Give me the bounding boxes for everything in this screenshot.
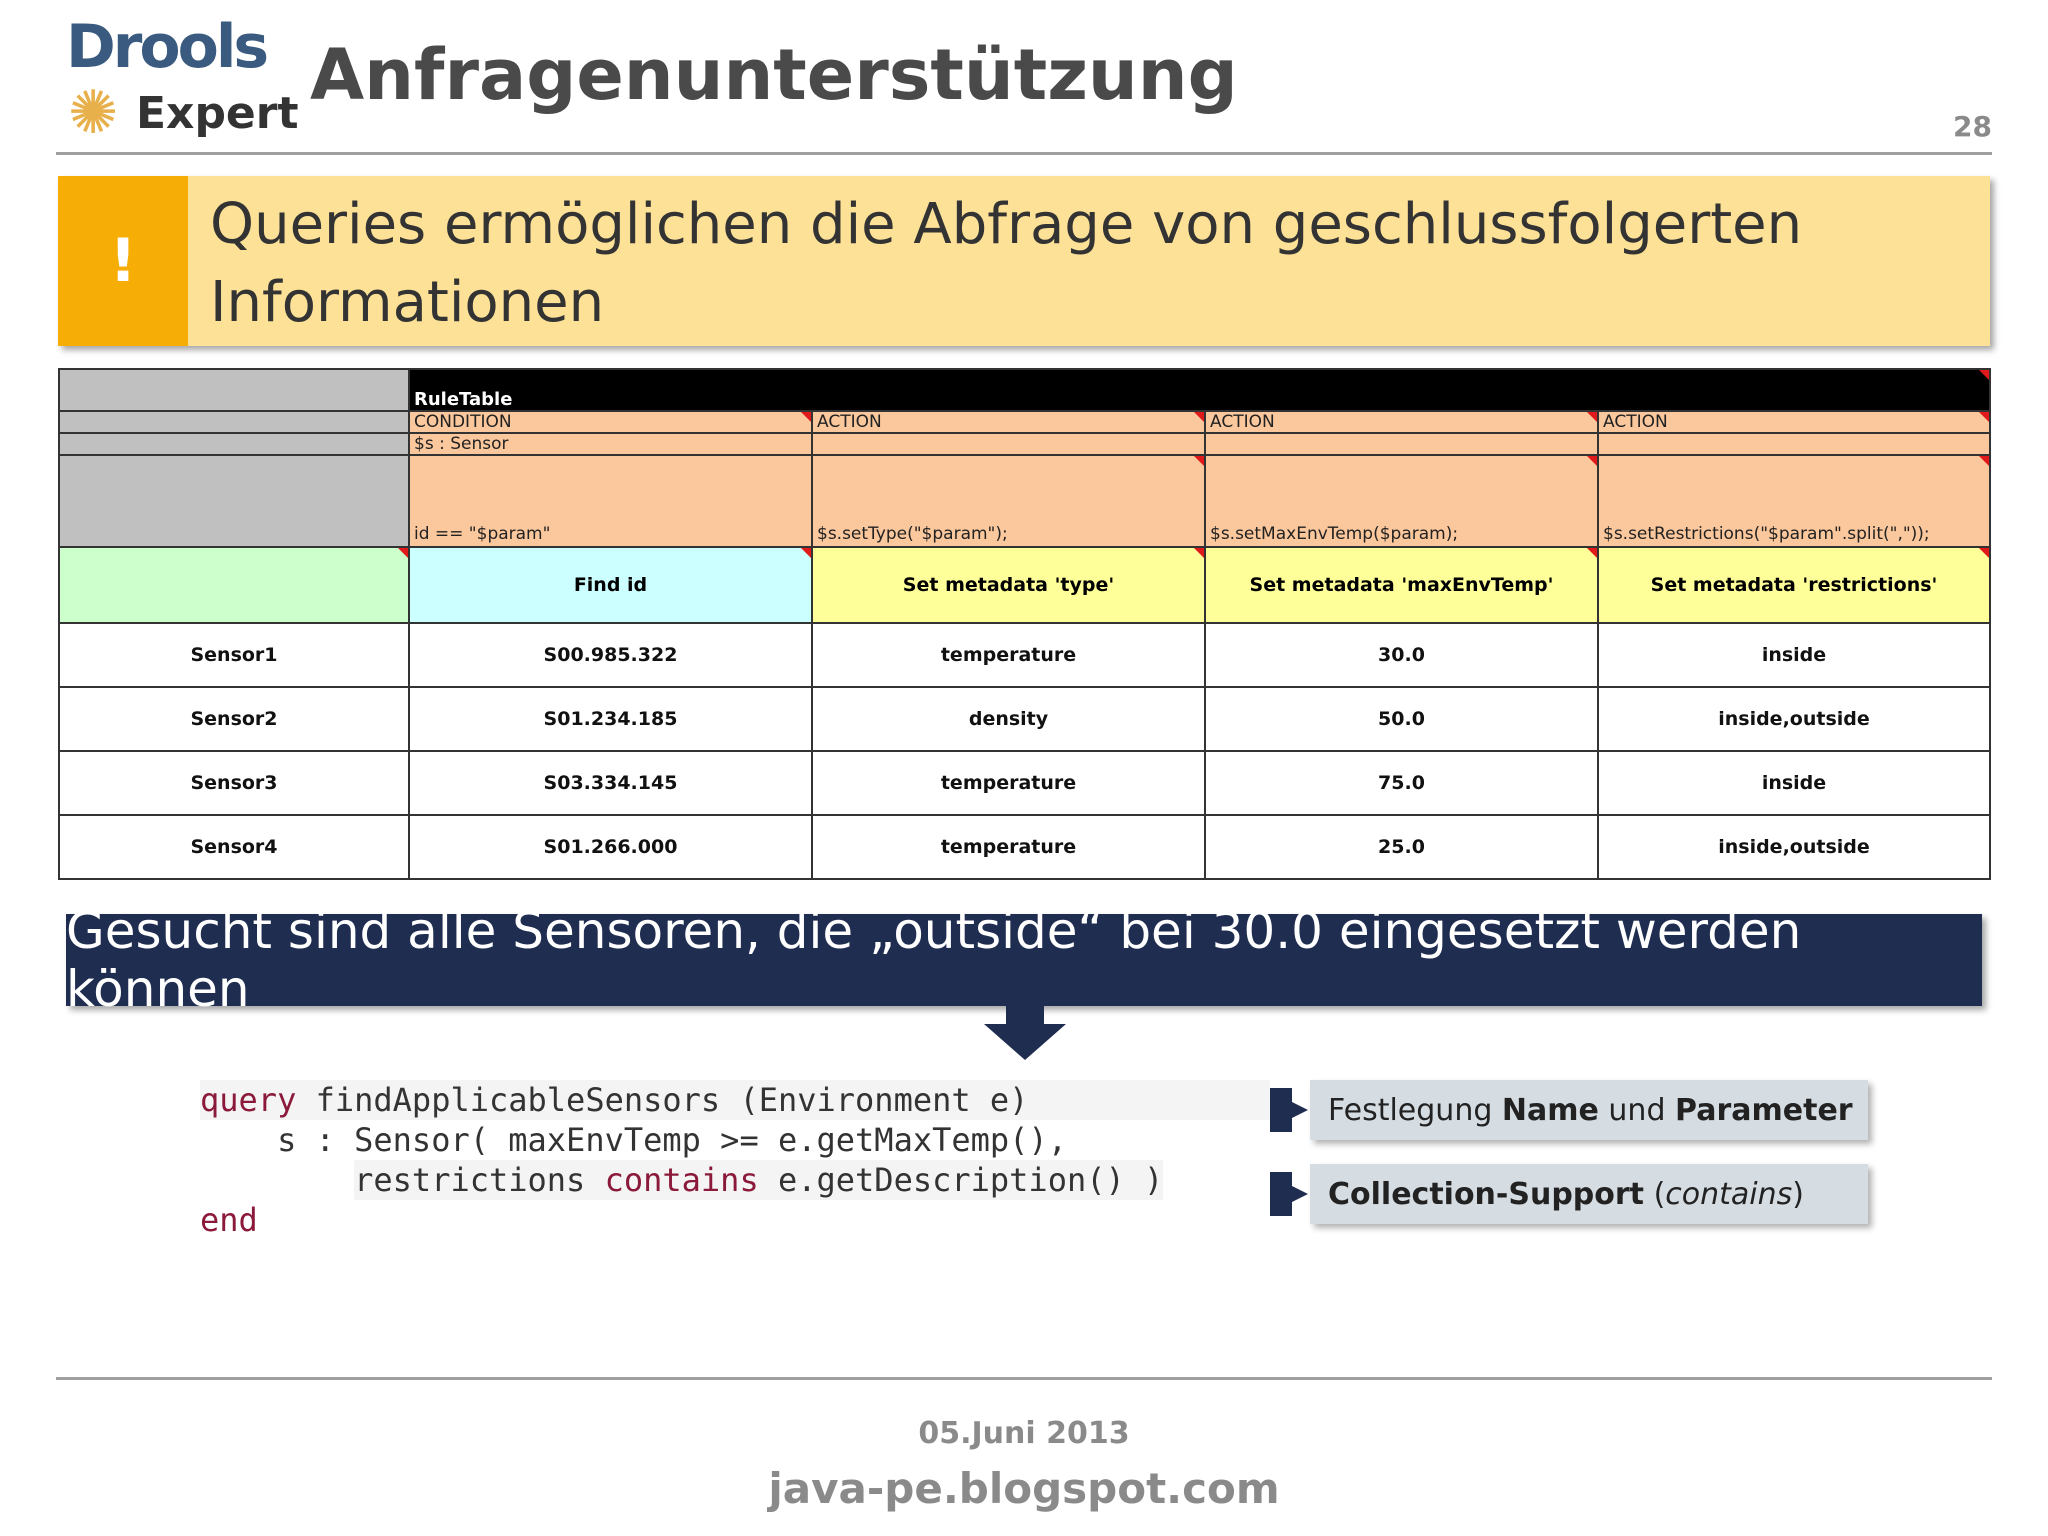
comment-marker xyxy=(1194,548,1204,558)
column-type-label: ACTION xyxy=(1210,412,1275,432)
table-cell: density xyxy=(812,687,1205,751)
table-cell: temperature xyxy=(812,751,1205,815)
expression-cell xyxy=(1598,455,1990,547)
comment-marker xyxy=(1979,370,1989,380)
exclamation-icon: ! xyxy=(58,176,188,346)
binding-cell: $s : Sensor xyxy=(409,433,812,455)
logo-wordmark: Drools xyxy=(66,12,267,82)
table-cell: Sensor4 xyxy=(59,815,409,879)
table-cell: inside,outside xyxy=(1598,687,1990,751)
ruletable-title xyxy=(409,369,1990,411)
rule-table xyxy=(58,368,1991,880)
column-type-cell xyxy=(812,411,1205,433)
callout-text: ) xyxy=(1792,1176,1804,1212)
callout-bold: Parameter xyxy=(1675,1092,1853,1128)
comment-marker xyxy=(1979,412,1989,422)
page-title: Anfragenunterstützung xyxy=(310,34,1238,116)
table-row xyxy=(59,815,1990,879)
callout-bold: Name xyxy=(1501,1092,1599,1128)
comment-marker xyxy=(1979,548,1989,558)
callout-text: und xyxy=(1598,1092,1676,1128)
header-cell xyxy=(812,547,1205,623)
column-type-label: CONDITION xyxy=(414,412,512,432)
header-cell xyxy=(1598,547,1990,623)
callout-bold: Collection-Support xyxy=(1328,1176,1645,1212)
note-text: Queries ermöglichen die Abfrage von geschlussfolgerten Informationen xyxy=(210,192,1803,335)
expression-text: $s.setType("$param"); xyxy=(817,524,1008,544)
expression-cell xyxy=(1205,455,1598,547)
expression-text: $s.setMaxEnvTemp($param); xyxy=(1210,524,1459,544)
code-keyword: contains xyxy=(604,1161,759,1199)
table-cell: S01.266.000 xyxy=(409,815,812,879)
table-cell: S00.985.322 xyxy=(409,623,812,687)
note-banner xyxy=(58,176,1990,346)
code-line xyxy=(200,1200,1270,1240)
callout-name-parameter xyxy=(1310,1080,1868,1140)
code-text: e.getDescription() ) xyxy=(758,1161,1164,1199)
comment-marker xyxy=(1194,456,1204,466)
column-type-row xyxy=(59,411,1990,433)
arrow-down-icon xyxy=(984,1006,1066,1060)
footer-date: 05.Juni 2013 xyxy=(918,1416,1130,1451)
expression-cell xyxy=(812,455,1205,547)
table-cell: Sensor2 xyxy=(59,687,409,751)
comment-marker xyxy=(1587,412,1597,422)
ruletable-title-text: RuleTable xyxy=(414,389,513,410)
table-cell: S03.334.145 xyxy=(409,751,812,815)
table-cell: 75.0 xyxy=(1205,751,1598,815)
table-row xyxy=(59,623,1990,687)
footer-url: java-pe.blogspot.com xyxy=(768,1464,1280,1513)
column-type-label: ACTION xyxy=(1603,412,1668,432)
logo-subtitle: Expert xyxy=(136,88,299,139)
header-cell xyxy=(409,547,812,623)
pointer-arrow-icon xyxy=(1270,1172,1308,1216)
column-type-cell xyxy=(1598,411,1990,433)
comment-marker xyxy=(1587,548,1597,558)
binding-cell-empty xyxy=(812,433,1205,455)
expression-row xyxy=(59,455,1990,547)
comment-marker xyxy=(1587,456,1597,466)
header-label: Set metadata 'restrictions' xyxy=(1650,574,1938,596)
drools-expert-logo xyxy=(62,12,299,148)
question-banner xyxy=(66,902,1982,1018)
page-number: 28 xyxy=(1953,110,1992,143)
table-cell: inside xyxy=(1598,623,1990,687)
pointer-arrow-icon xyxy=(1270,1088,1308,1132)
comment-marker xyxy=(398,548,408,558)
code-line: s : Sensor( maxEnvTemp >= e.getMaxTemp(), xyxy=(200,1121,1067,1159)
code-keyword: query xyxy=(200,1081,297,1119)
header-cell xyxy=(1205,547,1598,623)
column-type-label: ACTION xyxy=(817,412,882,432)
column-type-cell xyxy=(1205,411,1598,433)
header-label: Set metadata 'type' xyxy=(902,574,1115,596)
table-cell: inside,outside xyxy=(1598,815,1990,879)
header-label: Find id xyxy=(573,574,648,596)
code-text: restrictions xyxy=(354,1161,605,1199)
table-cell: inside xyxy=(1598,751,1990,815)
callout-collection-support xyxy=(1310,1164,1868,1224)
table-cell: Sensor1 xyxy=(59,623,409,687)
binding-cell-empty xyxy=(1598,433,1990,455)
table-cell: 50.0 xyxy=(1205,687,1598,751)
header-divider xyxy=(56,152,1992,155)
footer-divider xyxy=(56,1377,1992,1380)
table-row xyxy=(59,751,1990,815)
table-cell: temperature xyxy=(812,815,1205,879)
comment-marker xyxy=(1979,456,1989,466)
comment-marker xyxy=(801,412,811,422)
table-cell: 25.0 xyxy=(1205,815,1598,879)
code-line xyxy=(200,1080,1270,1120)
table-gray-cell xyxy=(59,455,409,547)
code-line xyxy=(200,1160,1270,1200)
description-corner-cell xyxy=(59,547,409,623)
table-cell: temperature xyxy=(812,623,1205,687)
table-cell: Sensor3 xyxy=(59,751,409,815)
ruletable-title-row xyxy=(59,369,1990,411)
callout-text: ( xyxy=(1644,1176,1666,1212)
table-gray-cell xyxy=(59,433,409,455)
table-row xyxy=(59,687,1990,751)
question-text: Gesucht sind alle Sensoren, die „outside“ bei 30.0 eingesetzt werden können xyxy=(66,902,1802,1018)
expression-text: $s.setRestrictions("$param".split(",")); xyxy=(1603,524,1930,544)
header-label: Set metadata 'maxEnvTemp' xyxy=(1249,574,1554,596)
code-line-highlight xyxy=(354,1160,1163,1200)
table-cell: S01.234.185 xyxy=(409,687,812,751)
comment-marker xyxy=(801,548,811,558)
atom-star-icon: ✺ xyxy=(68,78,119,148)
callout-italic: contains xyxy=(1665,1176,1793,1212)
code-keyword: end xyxy=(200,1201,258,1239)
comment-marker xyxy=(1194,412,1204,422)
code-line-highlight xyxy=(200,1080,1270,1120)
table-cell: 30.0 xyxy=(1205,623,1598,687)
expression-cell: id == "$param" xyxy=(409,455,812,547)
table-gray-cell xyxy=(59,411,409,433)
table-corner-cell xyxy=(59,369,409,411)
binding-row xyxy=(59,433,1990,455)
column-type-cell xyxy=(409,411,812,433)
code-text: findApplicableSensors (Environment e) xyxy=(296,1081,1029,1119)
binding-cell-empty xyxy=(1205,433,1598,455)
callout-text: Festlegung xyxy=(1328,1092,1502,1128)
query-code-block xyxy=(200,1080,1270,1240)
description-row xyxy=(59,547,1990,623)
